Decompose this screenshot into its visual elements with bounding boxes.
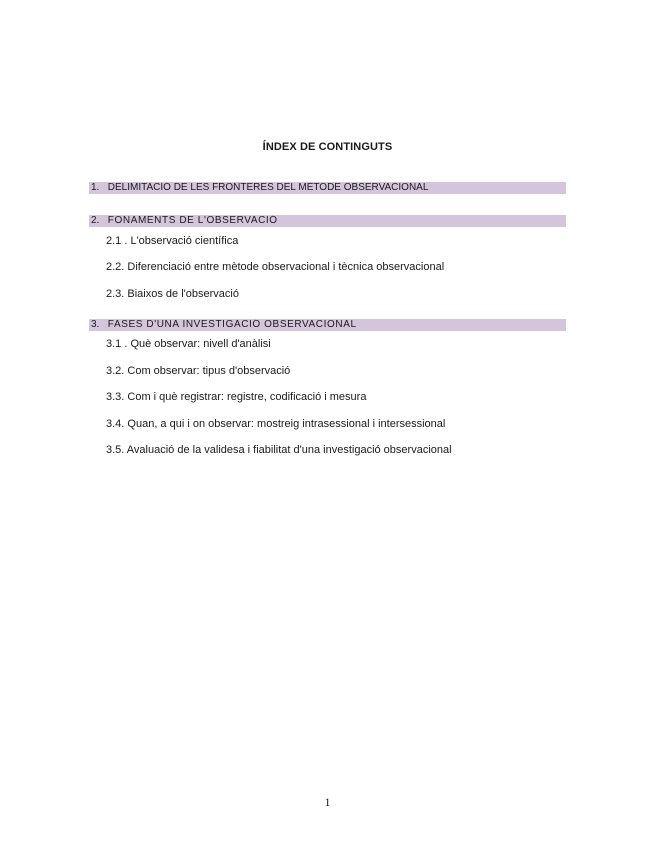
toc-item-3-4: 3.4. Quan, a qui i on observar: mostreig intrasessional i intersessional — [106, 418, 446, 430]
toc-section-1 — [89, 182, 566, 194]
toc-item-3-1: 3.1 . Què observar: nivell d'anàlisi — [106, 338, 271, 350]
toc-item-2-2: 2.2. Diferenciació entre mètode observacional i tècnica observacional — [106, 261, 445, 273]
toc-section-3 — [89, 319, 566, 331]
toc-item-3-5: 3.5. Avaluació de la validesa i fiabilitat d'una investigació observacional — [106, 444, 452, 456]
toc-item-2-1: 2.1 . L'observació científica — [106, 235, 239, 247]
section-title: FASES D'UNA INVESTIGACIÓ OBSERVACIONAL — [107, 319, 357, 330]
toc-item-2-3: 2.3. Biaixos de l'observació — [106, 288, 239, 300]
section-title: DELIMITACIÓ DE LES FRONTERES DEL MÈTODE OBSERVACIONAL — [107, 182, 429, 193]
section-number: 2. — [91, 215, 100, 226]
section-number: 1. — [91, 182, 100, 193]
page-title: ÍNDEX DE CONTINGUTS — [262, 141, 393, 153]
section-number: 3. — [91, 319, 100, 330]
section-title: FONAMENTS DE L'OBSERVACIÓ — [107, 215, 278, 226]
toc-section-2 — [89, 215, 566, 227]
page-number: 1 — [324, 795, 331, 809]
toc-item-3-2: 3.2. Com observar: tipus d'observació — [106, 365, 291, 377]
toc-item-3-3: 3.3. Com i què registrar: registre, codificació i mesura — [106, 391, 367, 403]
